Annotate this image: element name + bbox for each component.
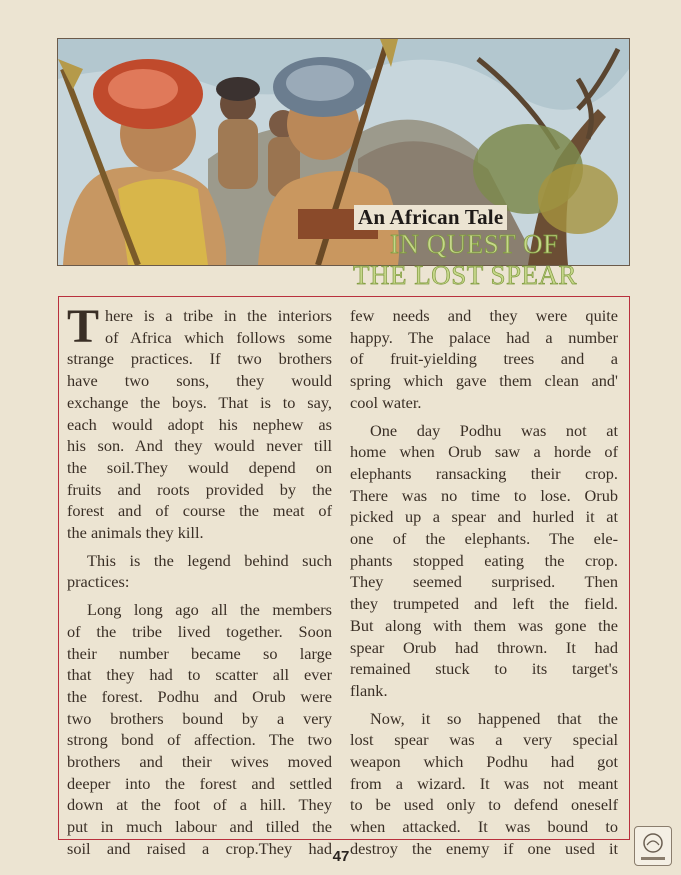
- text-line: cool water.: [350, 392, 422, 412]
- text-line: their number became so large: [67, 643, 332, 663]
- text-line: picked up a spear and hurled it at: [350, 507, 618, 527]
- text-line: remained stuck to its target's: [350, 659, 618, 679]
- text-line: his son. And they would never till: [67, 436, 332, 456]
- text-line: when attacked. It was bound to: [350, 817, 618, 837]
- text-line: weapon which Podhu had got: [350, 752, 618, 772]
- text-line: the forest. Podhu and Orub were: [67, 686, 332, 706]
- text-line: practices:: [67, 572, 130, 592]
- text-line: exchange the boys. That is to say,: [67, 392, 332, 412]
- text-line: Long long ago all the members: [87, 600, 332, 620]
- text-line: spring which gave them clean and': [350, 371, 618, 391]
- left-column: [67, 300, 332, 860]
- text-line: of the tribe lived together. Soon: [67, 621, 332, 641]
- text-line: the animals they kill.: [67, 523, 204, 543]
- text-line: from a wizard. It was not meant: [350, 773, 618, 793]
- text-line: have two sons, they would: [67, 371, 332, 391]
- text-line: one of the elephants. The ele-: [350, 529, 618, 549]
- text-line: they trumpeted and left the field.: [350, 594, 618, 614]
- text-line: the soil.They would depend on: [67, 457, 332, 477]
- text-line: spear Orub had thrown. It had: [350, 637, 618, 657]
- text-line: One day Podhu was not at: [370, 420, 618, 440]
- story-title-line-1: IN QUEST OF: [390, 229, 559, 259]
- text-line: phants stopped eating the crop.: [350, 550, 618, 570]
- text-line: deeper into the forest and settled: [67, 773, 332, 793]
- text-line: soil and raised a crop.They had: [67, 838, 332, 858]
- text-line: forest and of course the meat of: [67, 501, 332, 521]
- text-line: destroy the enemy if one used it: [350, 838, 618, 858]
- text-line: put in much labour and tilled the: [67, 817, 332, 837]
- text-line: But along with them was gone the: [350, 615, 618, 635]
- title-block: [350, 205, 640, 295]
- page-number: 47: [332, 848, 350, 865]
- text-line: flank.: [350, 680, 388, 700]
- text-line: down at the foot of a hill. They: [67, 795, 332, 815]
- text-line: strange practices. If two brothers: [67, 349, 332, 369]
- drop-cap: T: [67, 300, 100, 353]
- text-line: to be used only to defend oneself: [350, 795, 618, 815]
- text-line: home when Orub saw a horde of: [350, 442, 618, 462]
- text-line: of Africa which follows some: [105, 327, 332, 347]
- text-line: This is the legend behind such: [87, 550, 332, 570]
- text-line: strong bond of affection. The two: [67, 730, 332, 750]
- text-line: There was no time to lose. Orub: [350, 485, 618, 505]
- text-line: Now, it so happened that the: [370, 708, 618, 728]
- scanner-logo-icon: [634, 826, 672, 866]
- text-line: fruits and roots provided by the: [67, 479, 332, 499]
- text-line: two brothers bound by a very: [67, 708, 332, 728]
- text-line: happy. The palace had a number: [350, 327, 618, 347]
- story-subtitle: An African Tale: [354, 205, 507, 230]
- text-line: of fruit-yielding trees and a: [350, 349, 618, 369]
- text-line: here is a tribe in the interiors: [105, 306, 332, 325]
- text-line: that they had to scatter all ever: [67, 665, 332, 685]
- text-line: They seemed surprised. Then: [350, 572, 618, 592]
- story-title-line-2: THE LOST SPEAR: [353, 260, 578, 290]
- text-line: lost spear was a very special: [350, 730, 618, 750]
- text-line: few needs and they were quite: [350, 306, 618, 325]
- text-line: each would adopt his nephew as: [67, 414, 332, 434]
- text-line: elephants ransacking their crop.: [350, 463, 618, 483]
- right-column: [350, 305, 618, 860]
- text-line: brothers and their wives moved: [67, 752, 332, 772]
